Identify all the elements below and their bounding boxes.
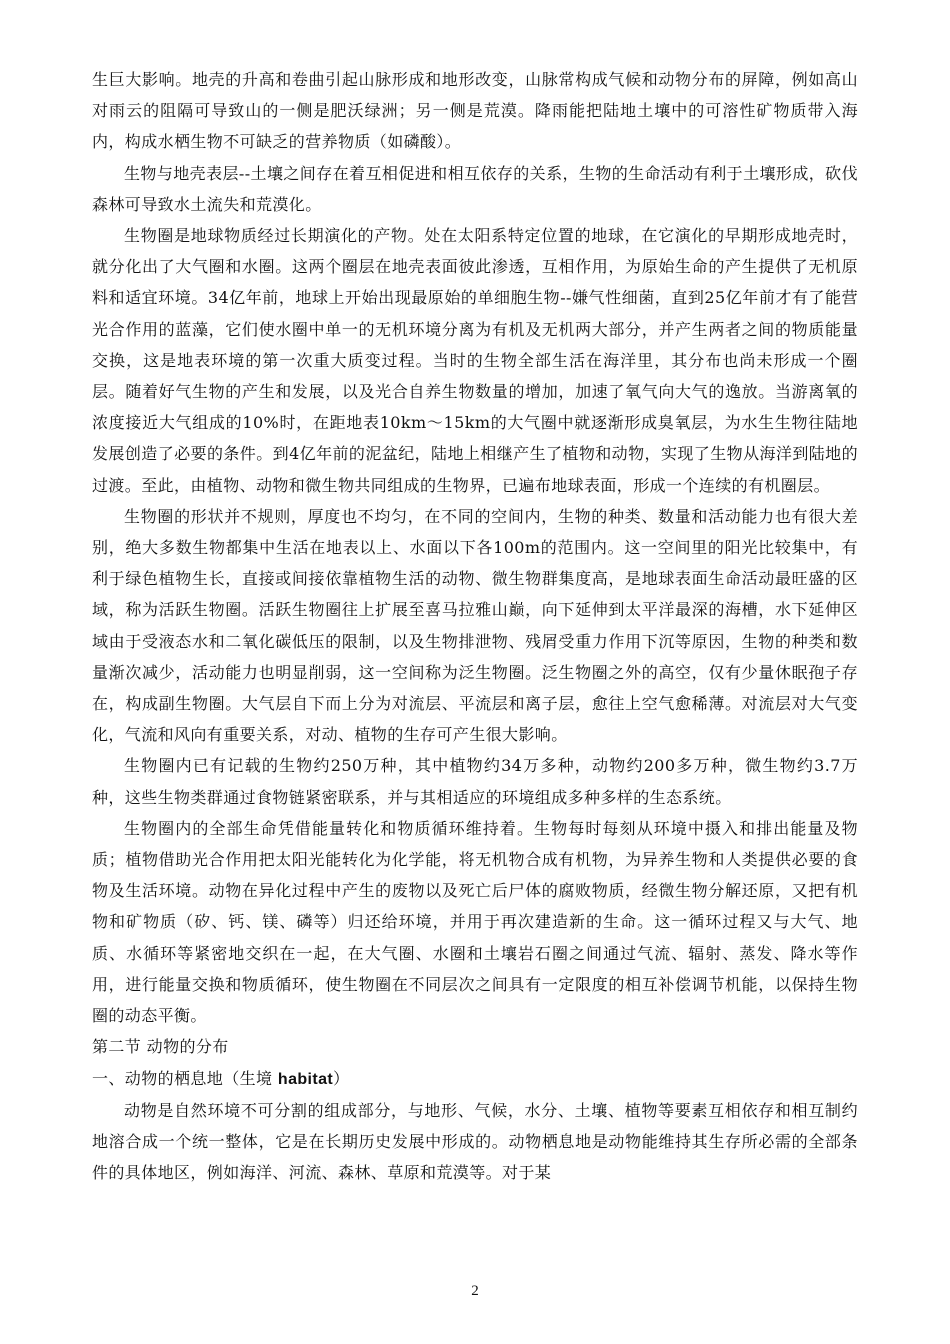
subsection-title-term: habitat [277, 1070, 334, 1088]
subsection-title-prefix: 一、动物的栖息地（生境 [92, 1068, 278, 1088]
document-body [92, 64, 858, 1188]
subsection-title-suffix: ） [333, 1068, 350, 1088]
paragraph-3: 生物圈是地球物质经过长期演化的产物。处在太阳系特定位置的地球，在它演化的早期形成地壳时，就分化出了大气圈和水圈。这两个圈层在地壳表面彼此渗透，互相作用，为原始生命的产生提供了无机原料和适宜环境。34亿年前，地球上开始出现最原始的单细胞生物--嫌气性细菌，直到25亿年前才有了能营光合作用的蓝藻，它们使水圈中单一的无机环境分离为有机及无机两大部分，并产生两者之间的物质能量交换，这是地表环境的第一次重大质变过程。当时的生物全部生活在海洋里，其分布也尚未形成一个圈层。随着好气生物的产生和发展，以及光合自养生物数量的增加，加速了氧气向大气的逸放。当游离氧的浓度接近大气组成的10%时，在距地表10km～15km的大气圈中就逐渐形成臭氧层，为水生生物往陆地发展创造了必要的条件。到4亿年前的泥盆纪，陆地上相继产生了植物和动物，实现了生物从海洋到陆地的过渡。至此，由植物、动物和微生物共同组成的生物界，已遍布地球表面，形成一个连续的有机圈层。 [92, 226, 858, 495]
paragraph-1: 生巨大影响。地壳的升高和卷曲引起山脉形成和地形改变，山脉常构成气候和动物分布的屏障，例如高山对雨云的阻隔可导致山的一侧是肥沃绿洲；另一侧是荒漠。降雨能把陆地土壤中的可溶性矿物质带入海内，构成水栖生物不可缺乏的营养物质（如磷酸）。 [92, 70, 858, 152]
page-number: 2 [471, 1283, 479, 1299]
paragraph-6: 生物圈内的全部生命凭借能量转化和物质循环维持着。生物每时每刻从环境中摄入和排出能量及物质；植物借助光合作用把太阳光能转化为化学能，将无机物合成有机物，为异养生物和人类提供必要的食物及生活环境。动物在异化过程中产生的废物以及死亡后尸体的腐败物质，经微生物分解还原，又把有机物和矿物质（矽、钙、镁、磷等）归还给环境，并用于再次建造新的生命。这一循环过程又与大气、地质、水循环等紧密地交织在一起，在大气圈、水圈和土壤岩石圈之间通过气流、辐射、蒸发、降水等作用，进行能量交换和物质循环，使生物圈在不同层次之间具有一定限度的相互补偿调节机能，以保持生物圈的动态平衡。 [92, 818, 858, 1026]
paragraph-4: 生物圈的形状并不规则，厚度也不均匀，在不同的空间内，生物的种类、数量和活动能力也有很大差别，绝大多数生物都集中生活在地表以上、水面以下各100m的范围内。这一空间里的阳光比较集中，有利于绿色植物生长，直接或间接依靠植物生活的动物、微生物群集度高，是地球表面生命活动最旺盛的区域，称为活跃生物圈。活跃生物圈往上扩展至喜马拉雅山巅，向下延伸到太平洋最深的海槽，水下延伸区域由于受液态水和二氧化碳低压的限制，以及生物排泄物、残屑受重力作用下沉等原因，生物的种类和数量渐次减少，活动能力也明显削弱，这一空间称为泛生物圈。泛生物圈之外的高空，仅有少量休眠孢子存在，构成副生物圈。大气层自下而上分为对流层、平流层和离子层，愈往上空气愈稀薄。对流层对大气变化，气流和风向有重要关系，对动、植物的生存可产生很大影响。 [92, 506, 858, 745]
section-title: 第二节 动物的分布 [92, 1037, 229, 1057]
paragraph-final: 动物是自然环境不可分割的组成部分，与地形、气候，水分、土壤、植物等要素互相依存和相互制约地溶合成一个统一整体，它是在长期历史发展中形成的。动物栖息地是动物能维持其生存所必需的全部条件的具体地区，例如海洋、河流、森林、草原和荒漠等。对于某 [92, 1100, 858, 1183]
paragraph-5: 生物圈内已有记载的生物约250万种，其中植物约34万多种，动物约200多万种，微生物约3.7万种，这些生物类群通过食物链紧密联系，并与其相适应的环境组成多种多样的生态系统。 [92, 756, 858, 807]
subsection-title [92, 1063, 858, 1095]
paragraph-2: 生物与地壳表层--土壤之间存在着互相促进和相互依存的关系，生物的生命活动有利于土壤形成，砍伐森林可导致水土流失和荒漠化。 [92, 163, 858, 214]
